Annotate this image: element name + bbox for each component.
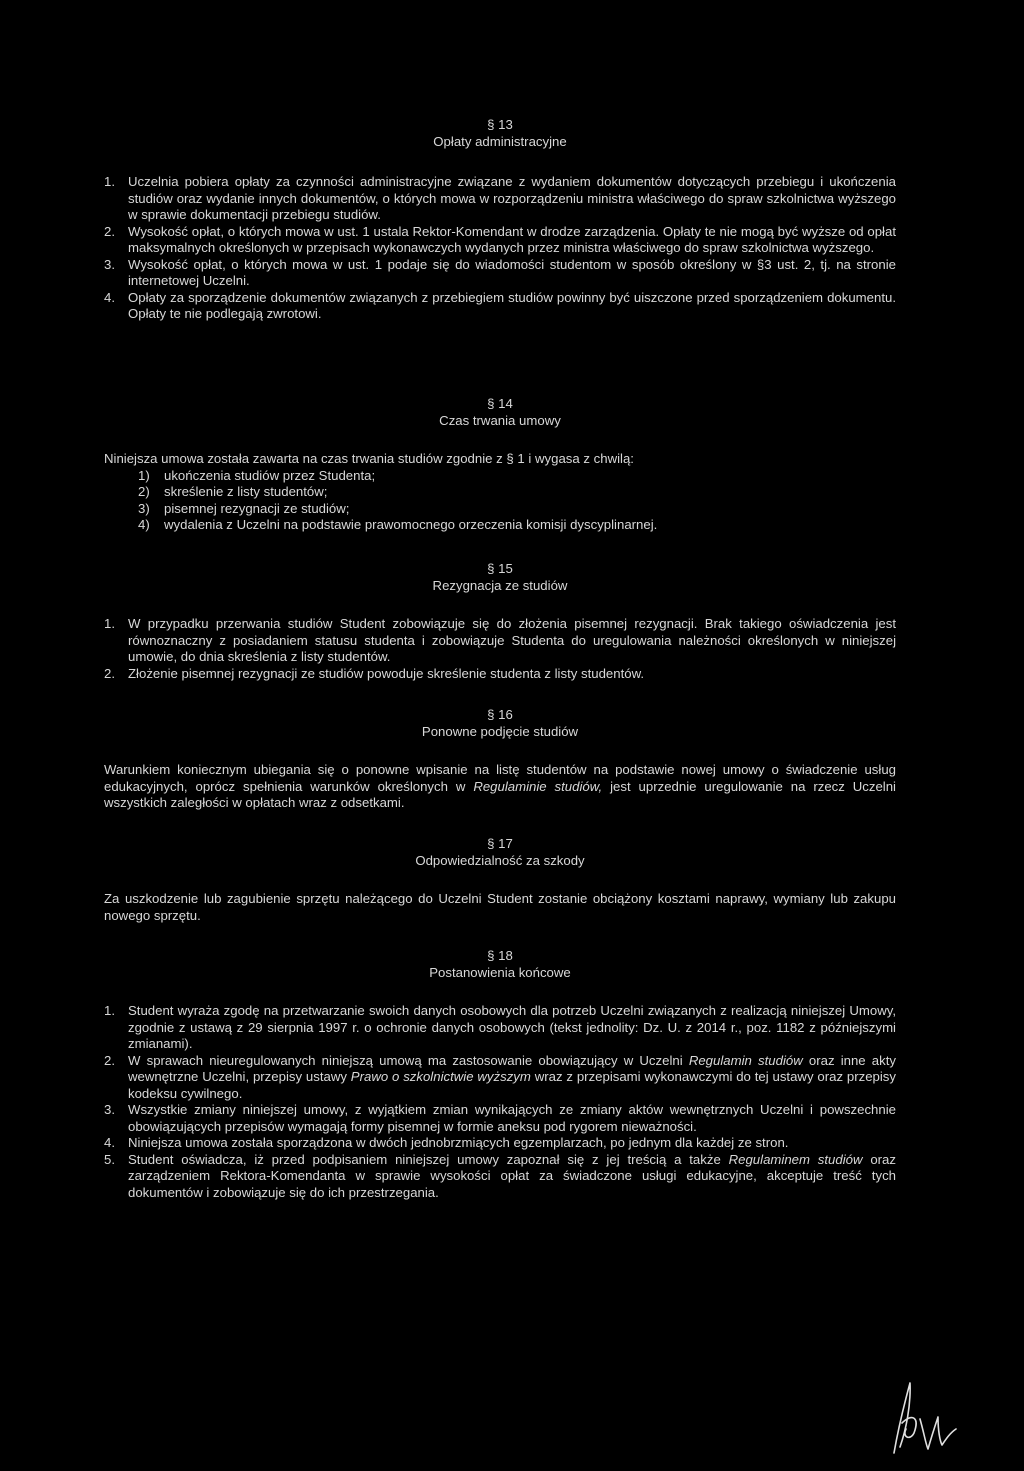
item-number: 3): [138, 500, 150, 516]
section-title: Opłaty administracyjne: [433, 133, 567, 149]
section-number: § 16: [487, 707, 513, 722]
section-14: [104, 396, 896, 534]
section-number: § 13: [487, 117, 513, 132]
section-17: [104, 836, 896, 924]
section-title: Rezygnacja ze studiów: [432, 577, 568, 593]
item-number: 4): [138, 517, 150, 532]
section-18-list: [104, 1003, 896, 1201]
section-18-heading: [104, 948, 896, 981]
section-title: Ponowne podjęcie studiów: [421, 723, 579, 739]
text-part: jest uprzednie uregulowanie na rzecz Uczelni wszystkich zaległości w opłatach wraz z odsetkami.: [104, 778, 896, 810]
item-text: Wysokość opłat, o których mowa w ust. 1 ustala Rektor-Komendant w drodze zarządzenia. Opłaty te nie mogą być wyższe od opłat maksymalnych określonych w przepisach wykonawczych wydanych przez ministra właściwego do spraw szkolnictwa wyższego.: [128, 223, 896, 255]
list-item: [104, 1152, 896, 1202]
item-number: 3.: [104, 1102, 115, 1117]
item-number: 1.: [104, 174, 115, 189]
item-text: W przypadku przerwania studiów Student zobowiązuje się do złożenia pisemnej rezygnacji. Brak takiego oświadczenia jest równoznaczny z posiadaniem statusu studenta i zobowiązuje Studenta do uregulowania należności określonych w niniejszej umowie, do dnia skreślenia z listy studentów.: [128, 616, 896, 664]
regulation-title: Regulaminie studiów,: [473, 778, 603, 794]
item-number: 2.: [104, 665, 115, 681]
item-number: 2): [138, 484, 150, 499]
section-number: § 14: [487, 396, 513, 411]
item-text: wydalenia z Uczelni na podstawie prawomocnego orzeczenia komisji dyscyplinarnej.: [164, 517, 658, 532]
section-16-heading: [104, 707, 896, 740]
section-14-list: [104, 468, 896, 534]
list-item: [104, 257, 896, 290]
item-text: Wysokość opłat, o których mowa w ust. 1 podaje się do wiadomości studentom w sposób określony w §3 ust. 2, tj. na stronie internetowej Uczelni.: [128, 256, 896, 288]
item-number: 1.: [104, 616, 115, 631]
list-item: [104, 1003, 896, 1053]
text-part: W sprawach nieuregulowanych niniejszą umową ma zastosowanie obowiązujący w Uczelni: [128, 1052, 689, 1068]
section-16: [104, 707, 896, 812]
item-text: skreślenie z listy studentów;: [164, 484, 328, 499]
section-18: [104, 948, 896, 1201]
list-item: [104, 1053, 896, 1103]
text-part: oraz zarządzeniem Rektora-Komendanta w sprawie wysokości opłat za świadczone usługi edukacyjne, akceptuje treść tych dokumentów i zobowiązuje się do ich przestrzegania.: [128, 1151, 896, 1200]
item-text: Złożenie pisemnej rezygnacji ze studiów powoduje skreślenie studenta z listy studentów.: [128, 665, 645, 681]
item-number: 1.: [104, 1003, 115, 1018]
item-text: Opłaty za sporządzenie dokumentów związanych z przebiegiem studiów powinny być uiszczone przed sporządzeniem dokumentu. Opłaty te nie podlegają zwrotowi.: [128, 289, 896, 321]
section-17-heading: [104, 836, 896, 869]
section-13-heading: [104, 117, 896, 150]
item-text: Student wyraża zgodę na przetwarzanie swoich danych osobowych dla potrzeb Uczelni związanych z realizacją niniejszej Umowy, zgodnie z ustawą z 29 sierpnia 1997 r. o ochronie danych osobowych (tekst jednolity: Dz. U. z 2014 r., poz. 1182 z późniejszymi zmianami).: [128, 1003, 896, 1051]
section-title: Czas trwania umowy: [439, 412, 561, 428]
text-part: Student oświadcza, iż przed podpisaniem niniejszej umowy zapoznał się z jej treścią a także: [128, 1151, 729, 1167]
section-number: § 18: [487, 948, 513, 963]
section-15-heading: [104, 561, 896, 594]
list-item: [104, 290, 896, 323]
list-item: [104, 484, 896, 501]
item-text: Wszystkie zmiany niniejszej umowy, z wyjątkiem zmian wynikających ze zmiany aktów wewnętrznych Uczelni i powszechnie obowiązujących przepisów wymagają formy pisemnej w formie aneksu pod rygorem nieważności.: [128, 1102, 896, 1134]
item-text: pisemnej rezygnacji ze studiów;: [164, 500, 350, 516]
text-part: oraz inne akty wewnętrzne Uczelni, przepisy ustawy: [128, 1052, 896, 1084]
section-16-text: [104, 762, 896, 812]
section-15-list: [104, 616, 896, 682]
list-item: [104, 224, 896, 257]
law-title: Prawo o szkolnictwie wyższym: [350, 1069, 531, 1084]
regulation-title: Regulamin studiów: [688, 1052, 803, 1068]
section-17-text: Za uszkodzenie lub zagubienie sprzętu należącego do Uczelni Student zostanie obciążony kosztami naprawy, wymiany lub zakupu nowego sprzętu.: [104, 891, 896, 923]
regulation-title: Regulaminem studiów: [728, 1151, 863, 1167]
section-13: [104, 117, 896, 323]
section-title: Odpowiedzialność za szkody: [415, 852, 585, 868]
item-number: 2.: [104, 223, 115, 239]
item-text: Uczelnia pobiera opłaty za czynności administracyjne związane z wydaniem dokumentów dotyczących przebiegu i ukończenia studiów oraz wydanie innych dokumentów, o których mowa w rozporządzeniu ministra właściwego do spraw szkolnictwa wyższego w sprawie dokumentacji przebiegu studiów.: [128, 174, 896, 222]
list-item: [104, 1135, 896, 1152]
list-item: [104, 501, 896, 518]
section-14-intro: Niniejsza umowa została zawarta na czas trwania studiów zgodnie z § 1 i wygasa z chwilą:: [104, 451, 634, 466]
text-part: Warunkiem koniecznym ubiegania się o ponowne wpisanie na listę studentów na podstawie nowej umowy o świadczenie usług edukacyjnych, oprócz spełnienia warunków określonych w: [104, 762, 896, 794]
section-title: Postanowienia końcowe: [429, 964, 571, 980]
item-number: 4.: [104, 1135, 115, 1150]
list-item: [104, 1102, 896, 1135]
item-number: 3.: [104, 256, 115, 272]
list-item: [104, 616, 896, 666]
list-item: [104, 666, 896, 683]
item-number: 1): [138, 467, 150, 483]
list-item: [104, 174, 896, 224]
section-14-heading: [104, 396, 896, 429]
item-text: ukończenia studiów przez Studenta;: [164, 467, 376, 483]
signature-initials: [880, 1375, 960, 1460]
section-13-list: [104, 174, 896, 323]
item-number: 4.: [104, 289, 115, 305]
item-text: Niniejsza umowa została sporządzona w dwóch jednobrzmiących egzemplarzach, po jednym dla każdej ze stron.: [128, 1135, 789, 1150]
section-number: § 17: [487, 836, 513, 851]
list-item: [104, 468, 896, 485]
section-15: [104, 561, 896, 682]
list-item: [104, 517, 896, 534]
item-number: 5.: [104, 1151, 115, 1167]
text-part: wraz z przepisami wykonawczymi do tej ustawy oraz przepisy kodeksu cywilnego.: [128, 1069, 896, 1101]
item-number: 2.: [104, 1052, 115, 1068]
section-number: § 15: [487, 561, 513, 576]
